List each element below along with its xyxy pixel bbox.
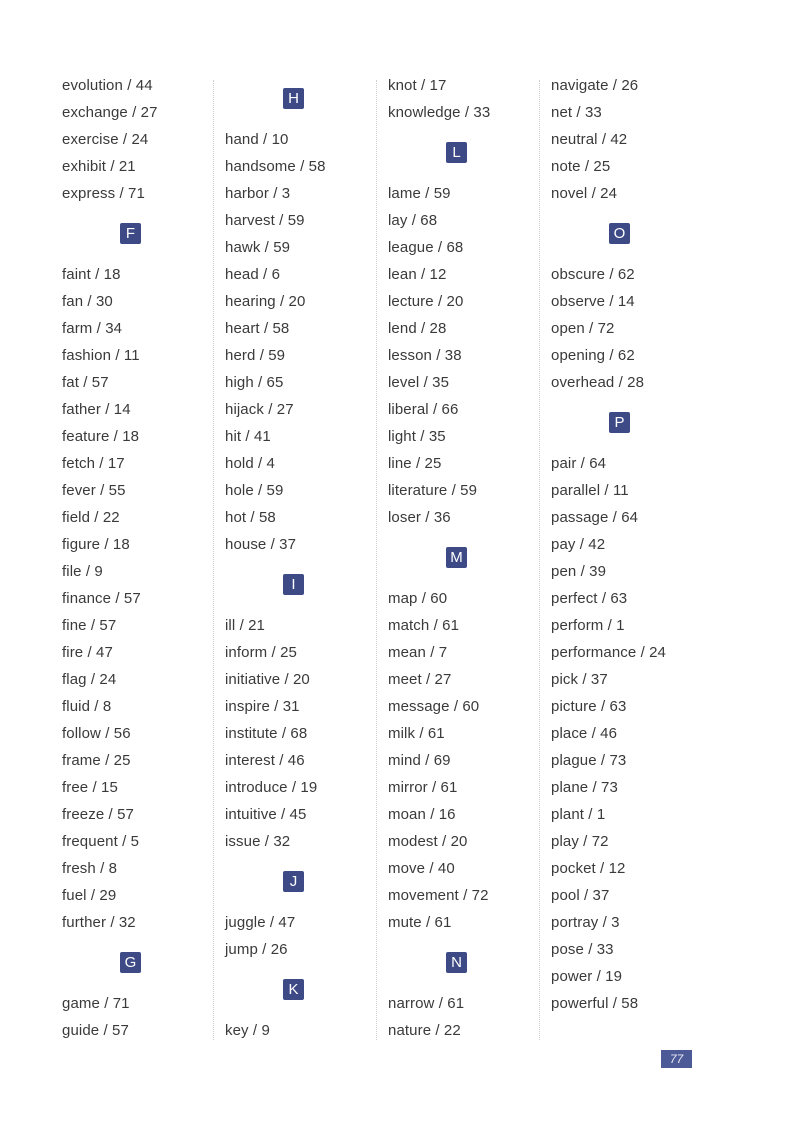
index-entry: plane / 73 — [551, 779, 618, 796]
index-entry: inspire / 31 — [225, 698, 300, 715]
index-entry: hawk / 59 — [225, 239, 291, 256]
section-letter-badge: N — [446, 952, 467, 973]
index-entry: fan / 30 — [62, 293, 113, 310]
index-entry: lesson / 38 — [388, 347, 462, 364]
index-entry: issue / 32 — [225, 833, 291, 850]
index-entry: frame / 25 — [62, 752, 131, 769]
index-entry: hearing / 20 — [225, 293, 306, 310]
index-entry: fashion / 11 — [62, 347, 140, 364]
index-entry: flag / 24 — [62, 671, 117, 688]
index-entry: mean / 7 — [388, 644, 448, 661]
index-entry: pool / 37 — [551, 887, 610, 904]
section-letter-badge: F — [120, 223, 141, 244]
index-entry: exercise / 24 — [62, 131, 149, 148]
index-entry: introduce / 19 — [225, 779, 318, 796]
index-entry: plant / 1 — [551, 806, 606, 823]
index-entry: neutral / 42 — [551, 131, 628, 148]
index-entry: overhead / 28 — [551, 374, 645, 391]
index-entry: fever / 55 — [62, 482, 126, 499]
section-header — [551, 207, 701, 261]
index-entry: movement / 72 — [388, 887, 489, 904]
index-entry: fetch / 17 — [62, 455, 125, 472]
section-header — [225, 72, 375, 126]
index-entry: fresh / 8 — [62, 860, 118, 877]
index-entry: exhibit / 21 — [62, 158, 136, 175]
column-divider — [376, 80, 377, 1040]
index-entry: navigate / 26 — [551, 77, 639, 94]
index-entry: farm / 34 — [62, 320, 123, 337]
index-entry: opening / 62 — [551, 347, 635, 364]
index-entry: interest / 46 — [225, 752, 305, 769]
index-entry: fire / 47 — [62, 644, 113, 661]
index-entry: narrow / 61 — [388, 995, 465, 1012]
section-header — [551, 396, 701, 450]
index-entry: feature / 18 — [62, 428, 140, 445]
index-entry: finance / 57 — [62, 590, 141, 607]
index-entry: free / 15 — [62, 779, 118, 796]
index-entry: father / 14 — [62, 401, 131, 418]
index-entry: intuitive / 45 — [225, 806, 307, 823]
section-letter-badge: I — [283, 574, 304, 595]
section-letter-badge: L — [446, 142, 467, 163]
page-number: 77 — [661, 1050, 692, 1068]
section-letter-badge: G — [120, 952, 141, 973]
section-letter-badge: J — [283, 871, 304, 892]
index-entry: pay / 42 — [551, 536, 606, 553]
index-entry: figure / 18 — [62, 536, 130, 553]
index-entry: modest / 20 — [388, 833, 468, 850]
index-entry: heart / 58 — [225, 320, 290, 337]
index-entry: lay / 68 — [388, 212, 438, 229]
index-entry: parallel / 11 — [551, 482, 629, 499]
index-entry: inform / 25 — [225, 644, 297, 661]
index-entry: level / 35 — [388, 374, 450, 391]
index-entry: hot / 58 — [225, 509, 276, 526]
index-entry: hit / 41 — [225, 428, 271, 445]
index-column-4 — [551, 72, 701, 1017]
section-header — [388, 531, 538, 585]
index-entry: initiative / 20 — [225, 671, 310, 688]
index-entry: harbor / 3 — [225, 185, 291, 202]
index-entry: mind / 69 — [388, 752, 451, 769]
index-entry: lame / 59 — [388, 185, 451, 202]
index-entry: milk / 61 — [388, 725, 445, 742]
index-entry: plague / 73 — [551, 752, 627, 769]
index-entry: line / 25 — [388, 455, 442, 472]
index-entry: place / 46 — [551, 725, 618, 742]
index-entry: literature / 59 — [388, 482, 478, 499]
index-entry: hole / 59 — [225, 482, 284, 499]
index-entry: fuel / 29 — [62, 887, 117, 904]
section-header — [388, 126, 538, 180]
index-entry: message / 60 — [388, 698, 480, 715]
index-entry: performance / 24 — [551, 644, 666, 661]
index-column-2 — [225, 72, 375, 1044]
index-entry: open / 72 — [551, 320, 615, 337]
index-entry: lean / 12 — [388, 266, 447, 283]
index-entry: portray / 3 — [551, 914, 620, 931]
section-header — [62, 936, 212, 990]
section-header — [225, 963, 375, 1017]
index-entry: ill / 21 — [225, 617, 265, 634]
index-column-3 — [388, 72, 538, 1044]
index-entry: perform / 1 — [551, 617, 625, 634]
index-entry: harvest / 59 — [225, 212, 305, 229]
index-entry: express / 71 — [62, 185, 145, 202]
index-entry: meet / 27 — [388, 671, 452, 688]
index-entry: evolution / 44 — [62, 77, 153, 94]
index-entry: pose / 33 — [551, 941, 614, 958]
index-entry: knot / 17 — [388, 77, 447, 94]
index-entry: further / 32 — [62, 914, 136, 931]
index-entry: map / 60 — [388, 590, 448, 607]
index-entry: liberal / 66 — [388, 401, 459, 418]
index-entry: novel / 24 — [551, 185, 618, 202]
index-entry: play / 72 — [551, 833, 609, 850]
index-entry: match / 61 — [388, 617, 460, 634]
index-entry: obscure / 62 — [551, 266, 635, 283]
index-entry: key / 9 — [225, 1022, 270, 1039]
section-letter-badge: H — [283, 88, 304, 109]
section-header — [62, 207, 212, 261]
section-letter-badge: M — [446, 547, 467, 568]
index-entry: jump / 26 — [225, 941, 288, 958]
index-entry: file / 9 — [62, 563, 103, 580]
index-entry: passage / 64 — [551, 509, 639, 526]
index-entry: power / 19 — [551, 968, 623, 985]
index-entry: pocket / 12 — [551, 860, 626, 877]
column-divider — [213, 80, 214, 1040]
index-entry: hold / 4 — [225, 455, 276, 472]
index-entry: knowledge / 33 — [388, 104, 491, 121]
index-entry: mute / 61 — [388, 914, 452, 931]
index-entry: league / 68 — [388, 239, 464, 256]
index-entry: follow / 56 — [62, 725, 131, 742]
index-entry: handsome / 58 — [225, 158, 326, 175]
index-entry: powerful / 58 — [551, 995, 639, 1012]
index-entry: loser / 36 — [388, 509, 451, 526]
index-entry: move / 40 — [388, 860, 455, 877]
index-entry: nature / 22 — [388, 1022, 461, 1039]
index-entry: observe / 14 — [551, 293, 635, 310]
index-entry: net / 33 — [551, 104, 602, 121]
index-entry: house / 37 — [225, 536, 297, 553]
column-divider — [539, 80, 540, 1040]
index-entry: pen / 39 — [551, 563, 607, 580]
index-entry: lend / 28 — [388, 320, 447, 337]
index-entry: institute / 68 — [225, 725, 308, 742]
section-header — [225, 558, 375, 612]
index-entry: faint / 18 — [62, 266, 121, 283]
index-column-1 — [62, 72, 212, 1044]
section-letter-badge: O — [609, 223, 630, 244]
index-entry: fluid / 8 — [62, 698, 112, 715]
index-entry: game / 71 — [62, 995, 130, 1012]
index-entry: lecture / 20 — [388, 293, 464, 310]
index-entry: exchange / 27 — [62, 104, 158, 121]
index-entry: note / 25 — [551, 158, 611, 175]
index-entry: herd / 59 — [225, 347, 286, 364]
index-entry: fine / 57 — [62, 617, 117, 634]
index-entry: high / 65 — [225, 374, 284, 391]
index-entry: moan / 16 — [388, 806, 456, 823]
index-entry: field / 22 — [62, 509, 120, 526]
section-letter-badge: P — [609, 412, 630, 433]
index-entry: freeze / 57 — [62, 806, 134, 823]
index-entry: perfect / 63 — [551, 590, 628, 607]
index-entry: pair / 64 — [551, 455, 607, 472]
index-entry: juggle / 47 — [225, 914, 296, 931]
index-entry: picture / 63 — [551, 698, 627, 715]
section-header — [388, 936, 538, 990]
section-letter-badge: K — [283, 979, 304, 1000]
index-entry: head / 6 — [225, 266, 281, 283]
index-entry: hand / 10 — [225, 131, 289, 148]
index-entry: frequent / 5 — [62, 833, 140, 850]
index-entry: guide / 57 — [62, 1022, 129, 1039]
index-entry: pick / 37 — [551, 671, 608, 688]
index-entry: hijack / 27 — [225, 401, 294, 418]
index-entry: light / 35 — [388, 428, 446, 445]
section-header — [225, 855, 375, 909]
index-entry: fat / 57 — [62, 374, 109, 391]
index-entry: mirror / 61 — [388, 779, 458, 796]
